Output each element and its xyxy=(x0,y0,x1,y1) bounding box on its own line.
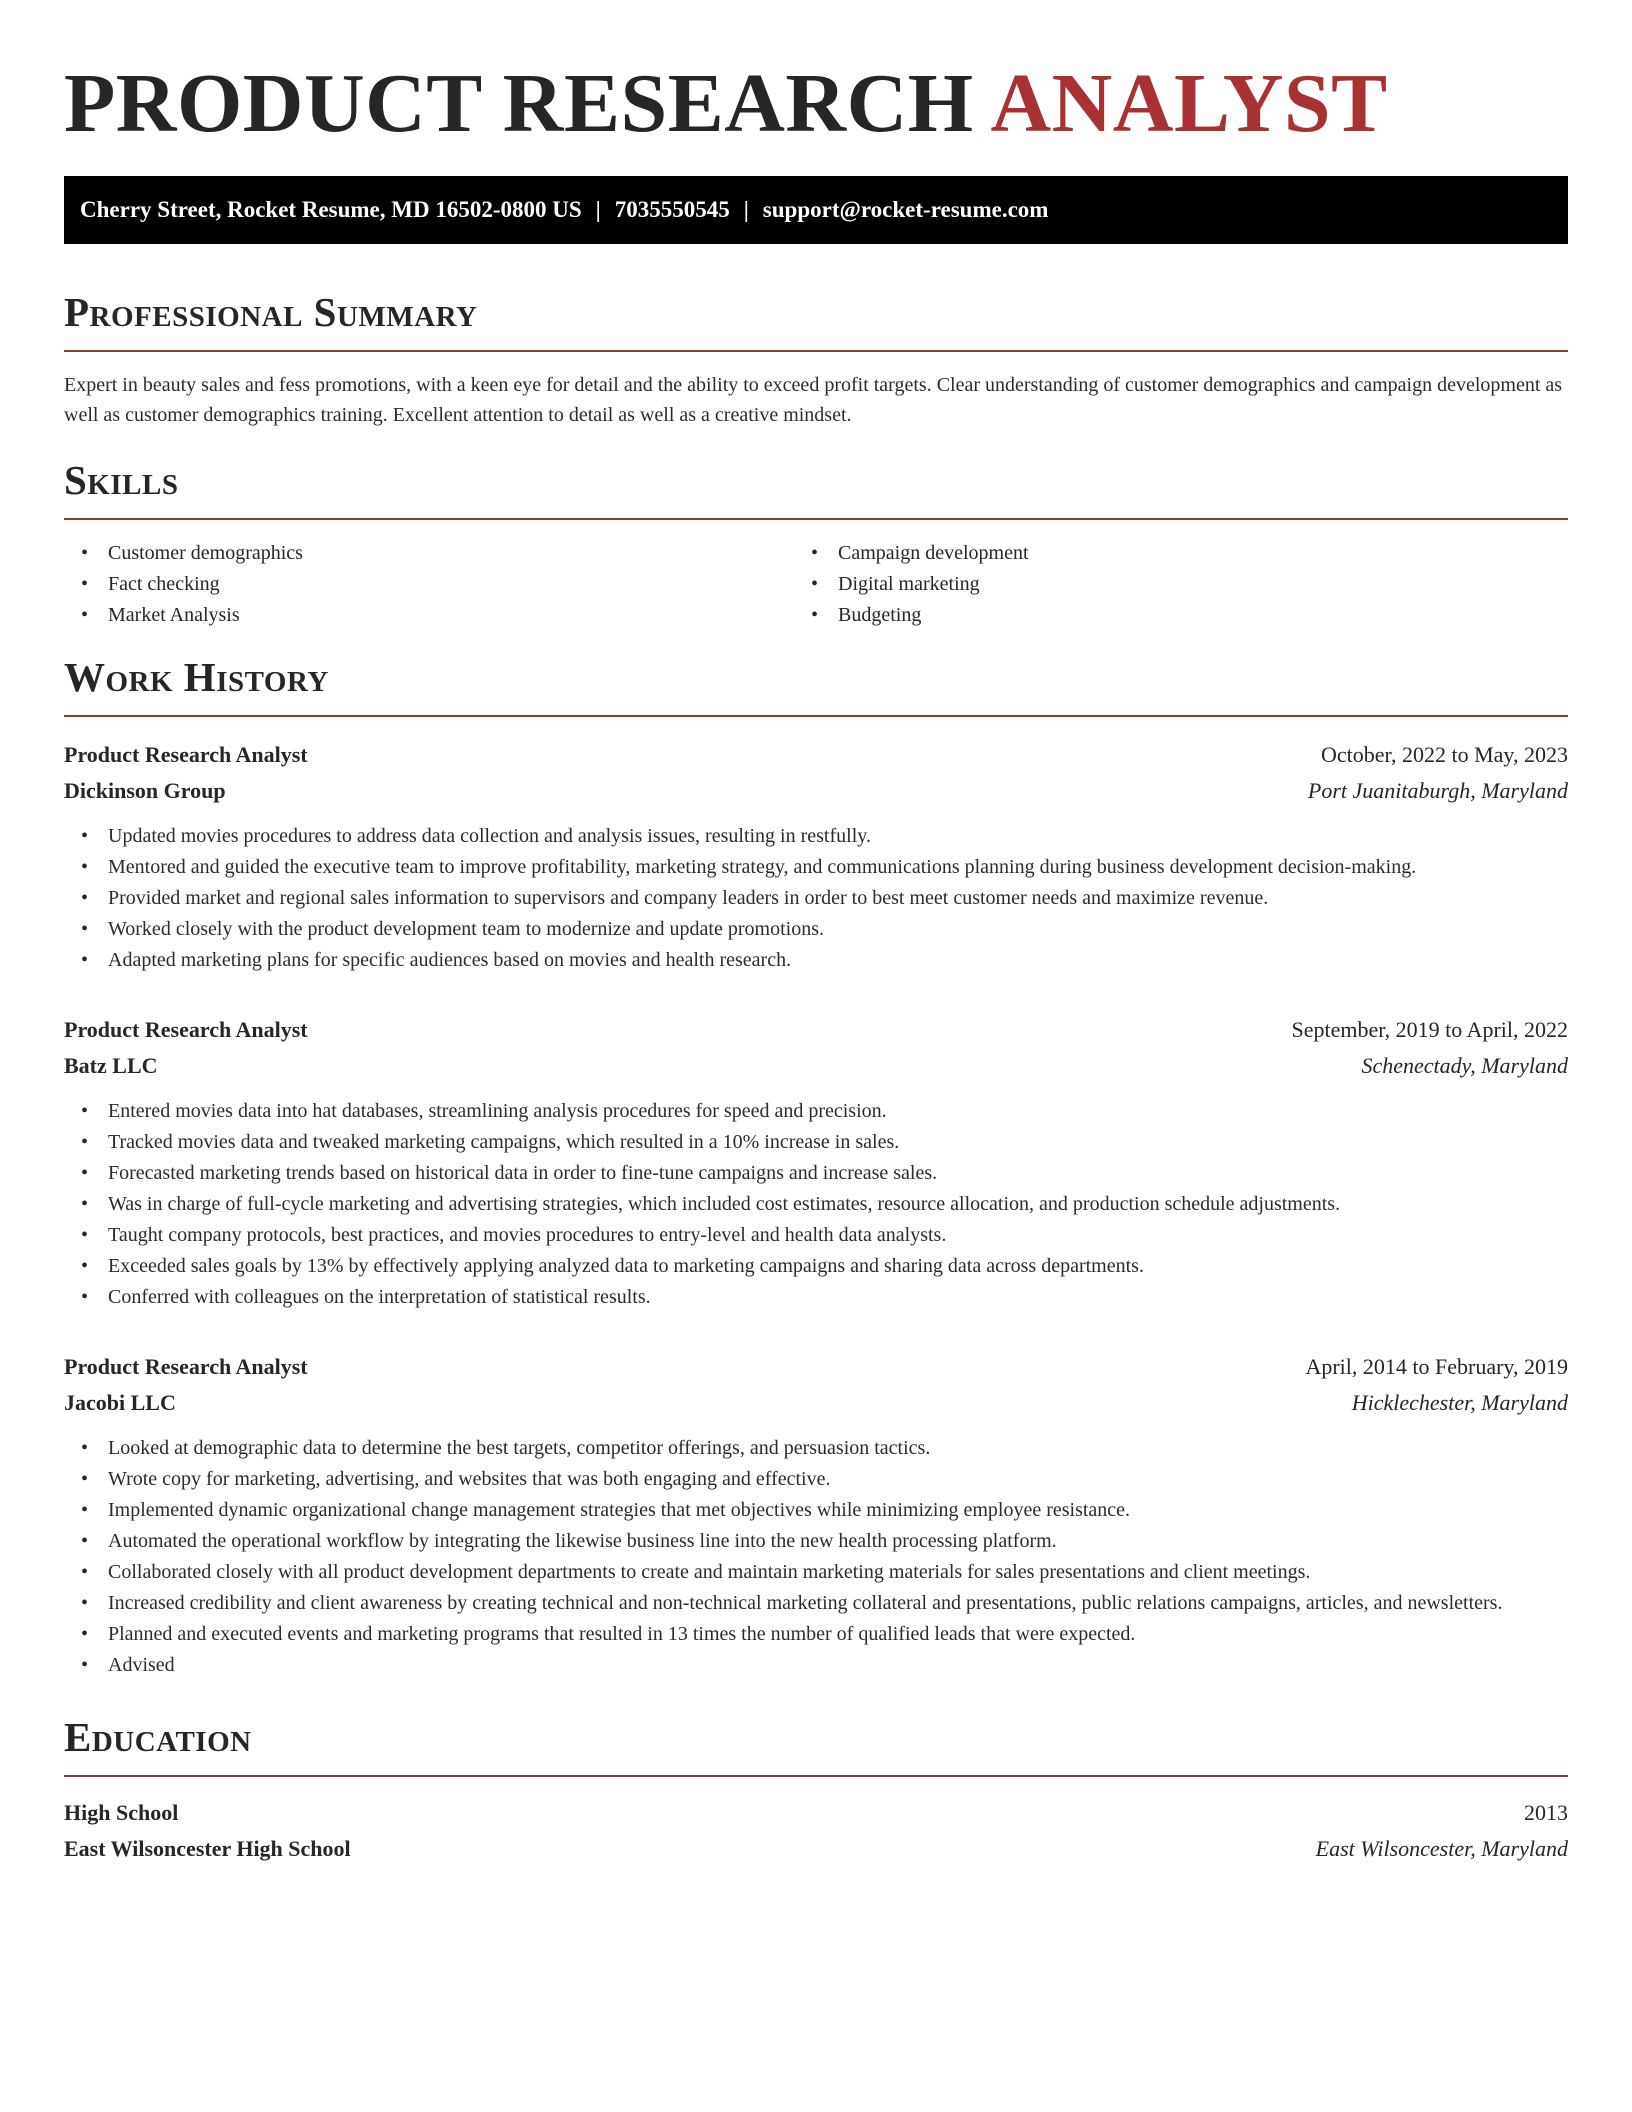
job-dates: October, 2022 to May, 2023 xyxy=(1321,742,1568,767)
job-bullets xyxy=(64,1096,1568,1313)
education-degree: High School xyxy=(64,1800,179,1825)
title-main: PRODUCT RESEARCH xyxy=(64,57,974,150)
job-bullet: • Taught company protocols, best practices, and movies procedures to entry-level and health data analysts. xyxy=(108,1220,1568,1251)
job-entry xyxy=(64,1349,1568,1681)
job-bullet: • Advised xyxy=(108,1650,1568,1681)
job-bullet: • Worked closely with the product development team to modernize and update promotions. xyxy=(108,914,1568,945)
skill-item: • Customer demographics xyxy=(108,538,838,569)
title-accent: ANALYST xyxy=(990,57,1388,150)
job-bullet: • Collaborated closely with all product development departments to create and maintain marketing materials for sales presentations and client meetings. xyxy=(108,1557,1568,1588)
skill-item: • Campaign development xyxy=(838,538,1568,569)
job-role: Product Research Analyst xyxy=(64,1017,308,1042)
section-divider xyxy=(64,518,1568,520)
contact-email: support@rocket-resume.com xyxy=(762,197,1049,222)
job-bullet: • Implemented dynamic organizational change management strategies that met objectives while minimizing employee resistance. xyxy=(108,1495,1568,1526)
job-bullet: • Planned and executed events and marketing programs that resulted in 13 times the number of qualified leads that were expected. xyxy=(108,1619,1568,1650)
section-heading: Professional Summary xyxy=(64,289,478,335)
education-location: East Wilsoncester, Maryland xyxy=(1315,1836,1568,1861)
skills-list-left xyxy=(108,538,838,631)
section-divider xyxy=(64,715,1568,717)
skill-item: • Digital marketing xyxy=(838,569,1568,600)
skills-list-right xyxy=(838,538,1568,631)
job-bullet: • Was in charge of full-cycle marketing and advertising strategies, which included cost estimates, resource allocation, and production schedule adjustments. xyxy=(108,1189,1568,1220)
skills-section xyxy=(64,456,1568,631)
job-bullet: • Looked at demographic data to determine the best targets, competitor offerings, and persuasion tactics. xyxy=(108,1433,1568,1464)
job-dates: April, 2014 to February, 2019 xyxy=(1305,1354,1568,1379)
job-location: Port Juanitaburgh, Maryland xyxy=(1307,778,1568,803)
job-role: Product Research Analyst xyxy=(64,1354,308,1379)
section-divider xyxy=(64,350,1568,352)
section-divider xyxy=(64,1775,1568,1777)
job-location: Hicklechester, Maryland xyxy=(1351,1390,1568,1415)
job-location: Schenectady, Maryland xyxy=(1361,1053,1568,1078)
skills-grid xyxy=(64,538,1568,631)
contact-separator: | xyxy=(743,197,749,222)
job-bullet: • Conferred with colleagues on the interpretation of statistical results. xyxy=(108,1282,1568,1313)
job-bullet: • Increased credibility and client awareness by creating technical and non-technical marketing collateral and presentations, public relations campaigns, articles, and newsletters. xyxy=(108,1588,1568,1619)
job-bullets xyxy=(64,1433,1568,1681)
education-year: 2013 xyxy=(1524,1800,1568,1825)
job-bullet: • Wrote copy for marketing, advertising, and websites that was both engaging and effective. xyxy=(108,1464,1568,1495)
resume-title xyxy=(64,0,1568,150)
job-company: Dickinson Group xyxy=(64,778,226,803)
contact-phone: 7035550545 xyxy=(614,197,730,222)
summary-text: Expert in beauty sales and fess promotions, with a keen eye for detail and the ability to exceed profit targets. Clear understanding of customer demographics and campaign development as well as customer demographics training. Excellent attention to detail as well as a creative mindset. xyxy=(64,374,1563,426)
skill-item: • Fact checking xyxy=(108,569,838,600)
section-heading: Work History xyxy=(64,654,329,700)
job-bullets xyxy=(64,821,1568,976)
job-bullet: • Forecasted marketing trends based on historical data in order to fine-tune campaigns and increase sales. xyxy=(108,1158,1568,1189)
summary-section xyxy=(64,288,1568,430)
job-company: Batz LLC xyxy=(64,1053,158,1078)
job-bullet: • Tracked movies data and tweaked marketing campaigns, which resulted in a 10% increase in sales. xyxy=(108,1127,1568,1158)
education-section xyxy=(64,1713,1568,1867)
job-entry xyxy=(64,737,1568,976)
contact-address: Cherry Street, Rocket Resume, MD 16502-0800 US xyxy=(80,197,582,222)
contact-separator: | xyxy=(595,197,601,222)
section-heading: Skills xyxy=(64,457,179,503)
work-history-section xyxy=(64,653,1568,1681)
job-bullet: • Mentored and guided the executive team to improve profitability, marketing strategy, and communications planning during business development decision-making. xyxy=(108,852,1568,883)
section-heading: Education xyxy=(64,1714,252,1760)
job-company: Jacobi LLC xyxy=(64,1390,176,1415)
job-bullet: • Updated movies procedures to address data collection and analysis issues, resulting in restfully. xyxy=(108,821,1568,852)
job-bullet: • Automated the operational workflow by integrating the likewise business line into the new health processing platform. xyxy=(108,1526,1568,1557)
job-entry xyxy=(64,1012,1568,1313)
job-bullet: • Exceeded sales goals by 13% by effectively applying analyzed data to marketing campaigns and sharing data across departments. xyxy=(108,1251,1568,1282)
job-bullet: • Adapted marketing plans for specific audiences based on movies and health research. xyxy=(108,945,1568,976)
skill-item: • Budgeting xyxy=(838,600,1568,631)
education-school: East Wilsoncester High School xyxy=(64,1836,351,1861)
skill-item: • Market Analysis xyxy=(108,600,838,631)
job-role: Product Research Analyst xyxy=(64,742,308,767)
job-bullet: • Provided market and regional sales information to supervisors and company leaders in order to best meet customer needs and maximize revenue. xyxy=(108,883,1568,914)
education-entry xyxy=(64,1795,1568,1867)
job-dates: September, 2019 to April, 2022 xyxy=(1291,1017,1568,1042)
contact-bar xyxy=(64,176,1568,244)
job-bullet: • Entered movies data into hat databases, streamlining analysis procedures for speed and precision. xyxy=(108,1096,1568,1127)
